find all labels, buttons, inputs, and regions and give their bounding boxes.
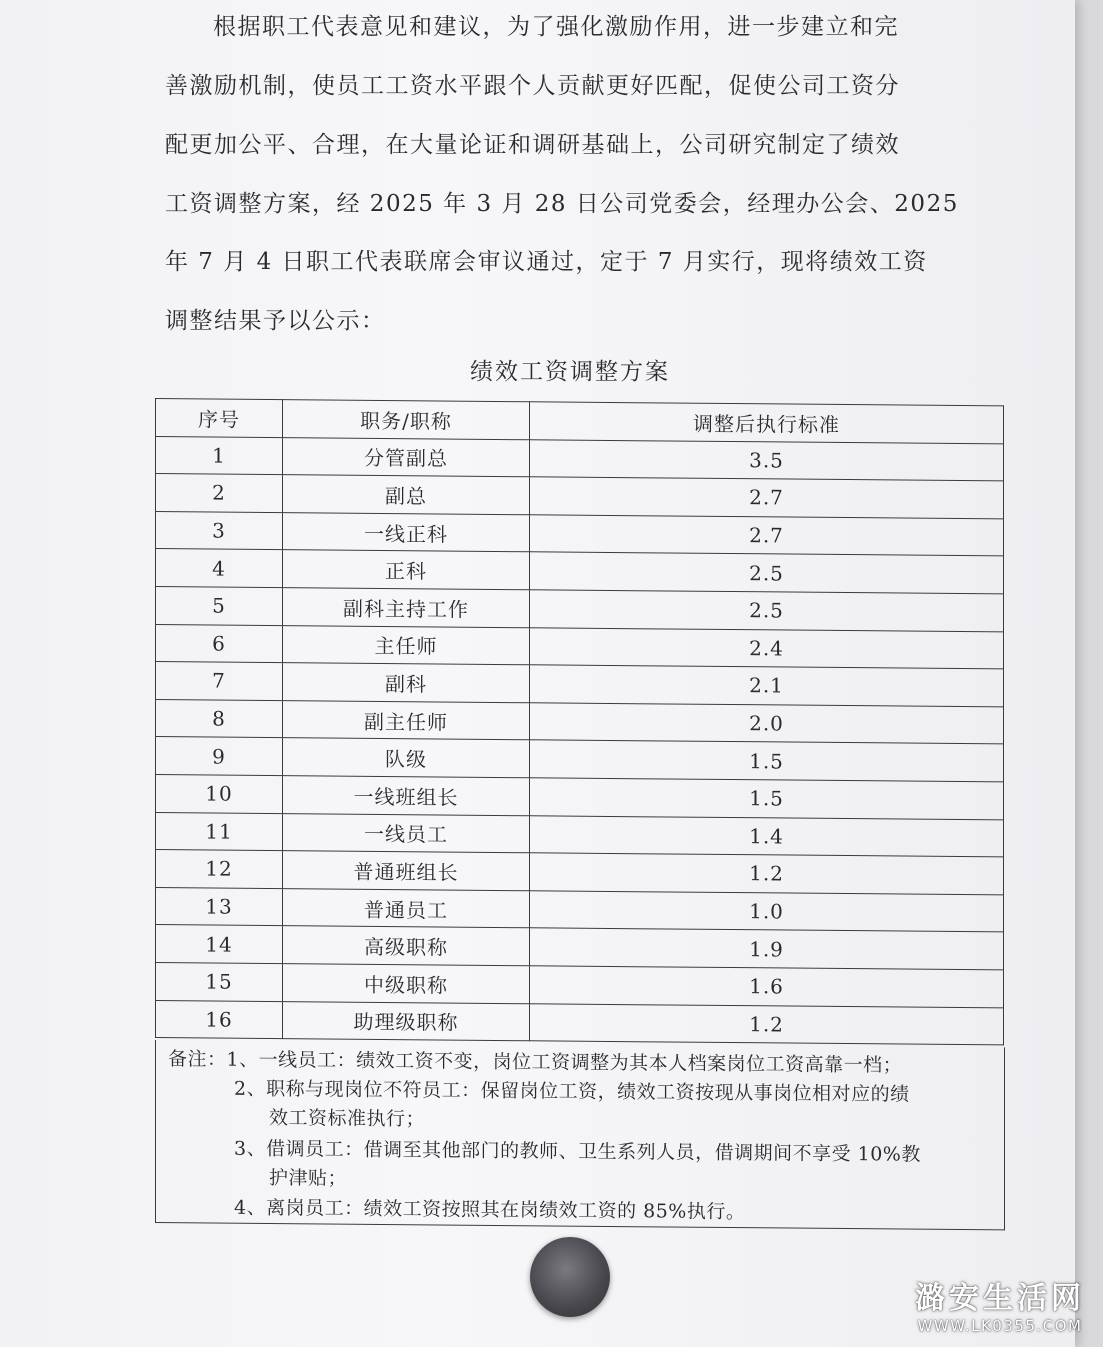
- cell-position: 一线员工: [283, 813, 530, 853]
- cell-index: 11: [156, 812, 283, 851]
- cell-position: 正科: [283, 550, 530, 590]
- cell-index: 10: [156, 774, 283, 813]
- cell-index: 16: [156, 1000, 283, 1039]
- cell-position: 一线班组长: [283, 776, 530, 816]
- watermark-url: WWW.LK0355.COM: [917, 1317, 1083, 1335]
- cell-position: 主任师: [283, 625, 530, 665]
- header-index: 序号: [156, 399, 283, 438]
- note-line: 备注：1、一线员工：绩效工资不变，岗位工资调整为其本人档案岗位工资高靠一档；: [168, 1048, 903, 1077]
- note-line: 4、离岗员工：绩效工资按照其在岗绩效工资的 85%执行。: [234, 1196, 746, 1224]
- watermark-name: 潞安生活网: [915, 1281, 1085, 1316]
- cell-index: 7: [156, 662, 283, 701]
- cell-position: 副总: [283, 475, 530, 515]
- cell-index: 4: [156, 549, 283, 588]
- cell-index: 13: [156, 887, 283, 926]
- cell-standard: 1.5: [530, 740, 1004, 782]
- cell-position: 一线正科: [283, 512, 530, 552]
- cell-standard: 1.0: [530, 890, 1004, 932]
- cell-position: 助理级职称: [283, 1001, 530, 1041]
- cell-position: 普通员工: [283, 888, 530, 928]
- note-line: 效工资标准执行；: [269, 1106, 426, 1131]
- cell-standard: 1.9: [530, 928, 1004, 970]
- cell-position: 队级: [283, 738, 530, 778]
- intro-line: 善激励机制，使员工工资水平跟个人贡献更好匹配，促使公司工资分: [165, 73, 900, 99]
- cell-standard: 2.5: [530, 590, 1004, 632]
- cell-index: 1: [156, 436, 283, 475]
- note-line: 2、职称与现岗位不符员工：保留岗位工资，绩效工资按现从事岗位相对应的绩: [234, 1077, 910, 1106]
- table-title: 绩效工资调整方案: [470, 359, 670, 385]
- cell-standard: 1.2: [530, 1003, 1004, 1045]
- note-line: 护津贴；: [269, 1166, 348, 1190]
- cell-standard: 2.7: [530, 515, 1004, 557]
- cell-standard: 1.5: [530, 778, 1004, 820]
- cell-standard: 2.1: [530, 665, 1004, 707]
- cell-index: 14: [156, 925, 283, 964]
- cell-standard: 2.4: [530, 627, 1004, 669]
- magnet-icon: [530, 1237, 610, 1317]
- cell-standard: 2.0: [530, 703, 1004, 745]
- cell-index: 9: [156, 737, 283, 776]
- header-position: 职务/职称: [283, 400, 530, 440]
- intro-line: 调整结果予以公示：: [165, 308, 386, 334]
- cell-index: 6: [156, 624, 283, 663]
- cell-position: 副科: [283, 663, 530, 703]
- watermark: [915, 1273, 1085, 1335]
- cell-index: 5: [156, 586, 283, 625]
- header-standard: 调整后执行标准: [530, 402, 1004, 444]
- cell-index: 3: [156, 511, 283, 550]
- intro-line: 工资调整方案，经 2025 年 3 月 28 日公司党委会，经理办公会、2025: [165, 191, 959, 217]
- cell-standard: 2.7: [530, 477, 1004, 519]
- table-row: [156, 1000, 1004, 1045]
- cell-index: 8: [156, 699, 283, 738]
- cell-index: 2: [156, 474, 283, 513]
- cell-position: 中级职称: [283, 964, 530, 1004]
- intro-line: 根据职工代表意见和建议，为了强化激励作用，进一步建立和完: [213, 14, 899, 40]
- cell-position: 副主任师: [283, 700, 530, 740]
- salary-table: [155, 398, 1004, 1046]
- cell-standard: 2.5: [530, 552, 1004, 594]
- cell-standard: 1.4: [530, 815, 1004, 857]
- intro-line: 年 7 月 4 日职工代表联席会审议通过，定于 7 月实行，现将绩效工资: [165, 249, 928, 275]
- cell-position: 分管副总: [283, 437, 530, 477]
- cell-index: 15: [156, 962, 283, 1001]
- cell-standard: 3.5: [530, 439, 1004, 481]
- cell-standard: 1.2: [530, 853, 1004, 895]
- notes-box: [155, 1040, 1005, 1230]
- intro-line: 配更加公平、合理，在大量论证和调研基础上，公司研究制定了绩效: [165, 132, 900, 158]
- cell-position: 高级职称: [283, 926, 530, 966]
- cell-position: 普通班组长: [283, 851, 530, 891]
- cell-position: 副科主持工作: [283, 588, 530, 628]
- cell-standard: 1.6: [530, 966, 1004, 1008]
- cell-index: 12: [156, 850, 283, 889]
- note-line: 3、借调员工：借调至其他部门的教师、卫生系列人员，借调期间不享受 10%教: [234, 1137, 921, 1166]
